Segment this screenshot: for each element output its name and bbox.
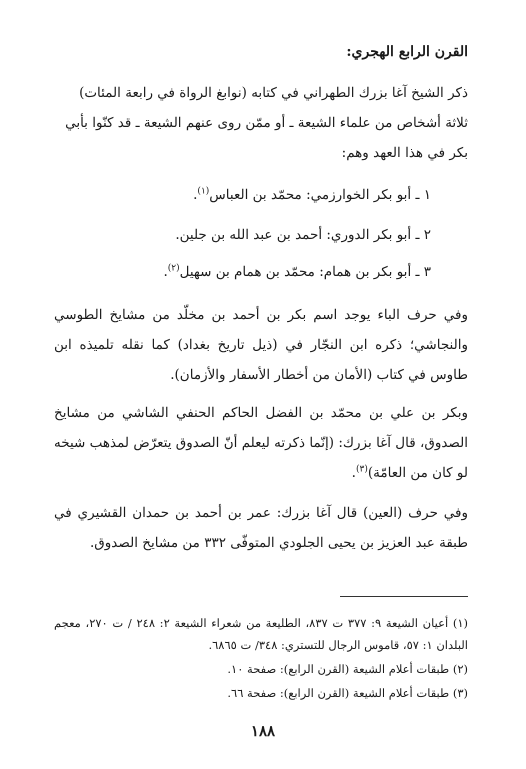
ain-letter-paragraph: وفي حرف (العين) قال آغا بزرك: عمر بن أحمد بن حمدان القشيري في طبقة عبد العزيز بن يحيى الجلودي المتوفّى ٣٣٢ من مشايخ الصدوق.: [54, 505, 468, 551]
list-item-text: ٣ ـ أبو بكر بن همام: محمّد بن همام بن سهيل: [179, 264, 431, 280]
section-heading: القرن الرابع الهجري:: [346, 44, 468, 60]
footnote-ref: (٢): [167, 263, 180, 274]
footnote: (٣) طبقات أعلام الشيعة (القرن الرابع): صفحة ٦٦.: [227, 686, 468, 700]
intro-line-3: بكر في هذا العهد وهم:: [341, 145, 468, 161]
list-item: [51, 220, 431, 250]
footnote-ref: (١): [197, 186, 210, 197]
intro-line-1: ذكر الشيخ آغا بزرك الطهراني في كتابه (نوابغ الرواة في رابعة المئات): [79, 85, 468, 101]
list-item-text: ١ ـ أبو بكر الخوارزمي: محمّد بن العباس: [209, 187, 431, 203]
page-number: ١٨٨: [250, 722, 276, 740]
footnote-ref: (٣): [355, 464, 368, 475]
footnote: (٢) طبقات أعلام الشيعة (القرن الرابع): صفحة ١٠.: [227, 662, 468, 676]
intro-paragraph: [54, 78, 468, 168]
ba-letter-paragraph: وفي حرف الباء يوجد اسم بكر بن أحمد بن مخلّد من مشايخ الطوسي والنجاشي؛ ذكره ابن النجّار في (ذيل تاريخ بغداد) كما نقله تلميذه ابن طاوس في كتاب (الأمان من أخطار الأسفار والأزمان).: [54, 307, 468, 383]
list-item: ٣ ـ أبو بكر بن همام: محمّد بن همام بن سهيل$^{(٢)}$.: [163, 263, 431, 280]
intro-line-2: ثلاثة أشخاص من علماء الشيعة ـ أو ممّن روى عنهم الشيعة ـ قد كنّوا بأبي: [65, 115, 468, 131]
list-item-text: ٢ ـ أبو بكر الدوري: أحمد بن عبد الله بن جلين.: [175, 227, 431, 243]
footnote-divider: [340, 596, 468, 597]
bakr-hanafi-paragraph: وبكر بن علي بن محمّد بن الفضل الحاكم الحنفي الشاشي من مشايخ الصدوق، قال آغا بزرك: (إنّما ذكرته ليعلم أنّ الصدوق يتعرّض لمذهب شيخه لو كان من العامّة)$^{(٣)}$.: [54, 405, 468, 481]
footnote: (١) أعيان الشيعة ٩: ٣٧٧ ت ٨٣٧، الطليعة من شعراء الشيعة ٢: ٢٤٨ / ت ٢٧٠، معجم البلدان ١: ٥٧، قاموس الرجال للتستري: ٣٤٨/ ت ٦٨٦٥.: [54, 616, 469, 652]
list-item: ١ ـ أبو بكر الخوارزمي: محمّد بن العباس$^{(١)}$.: [193, 186, 431, 203]
